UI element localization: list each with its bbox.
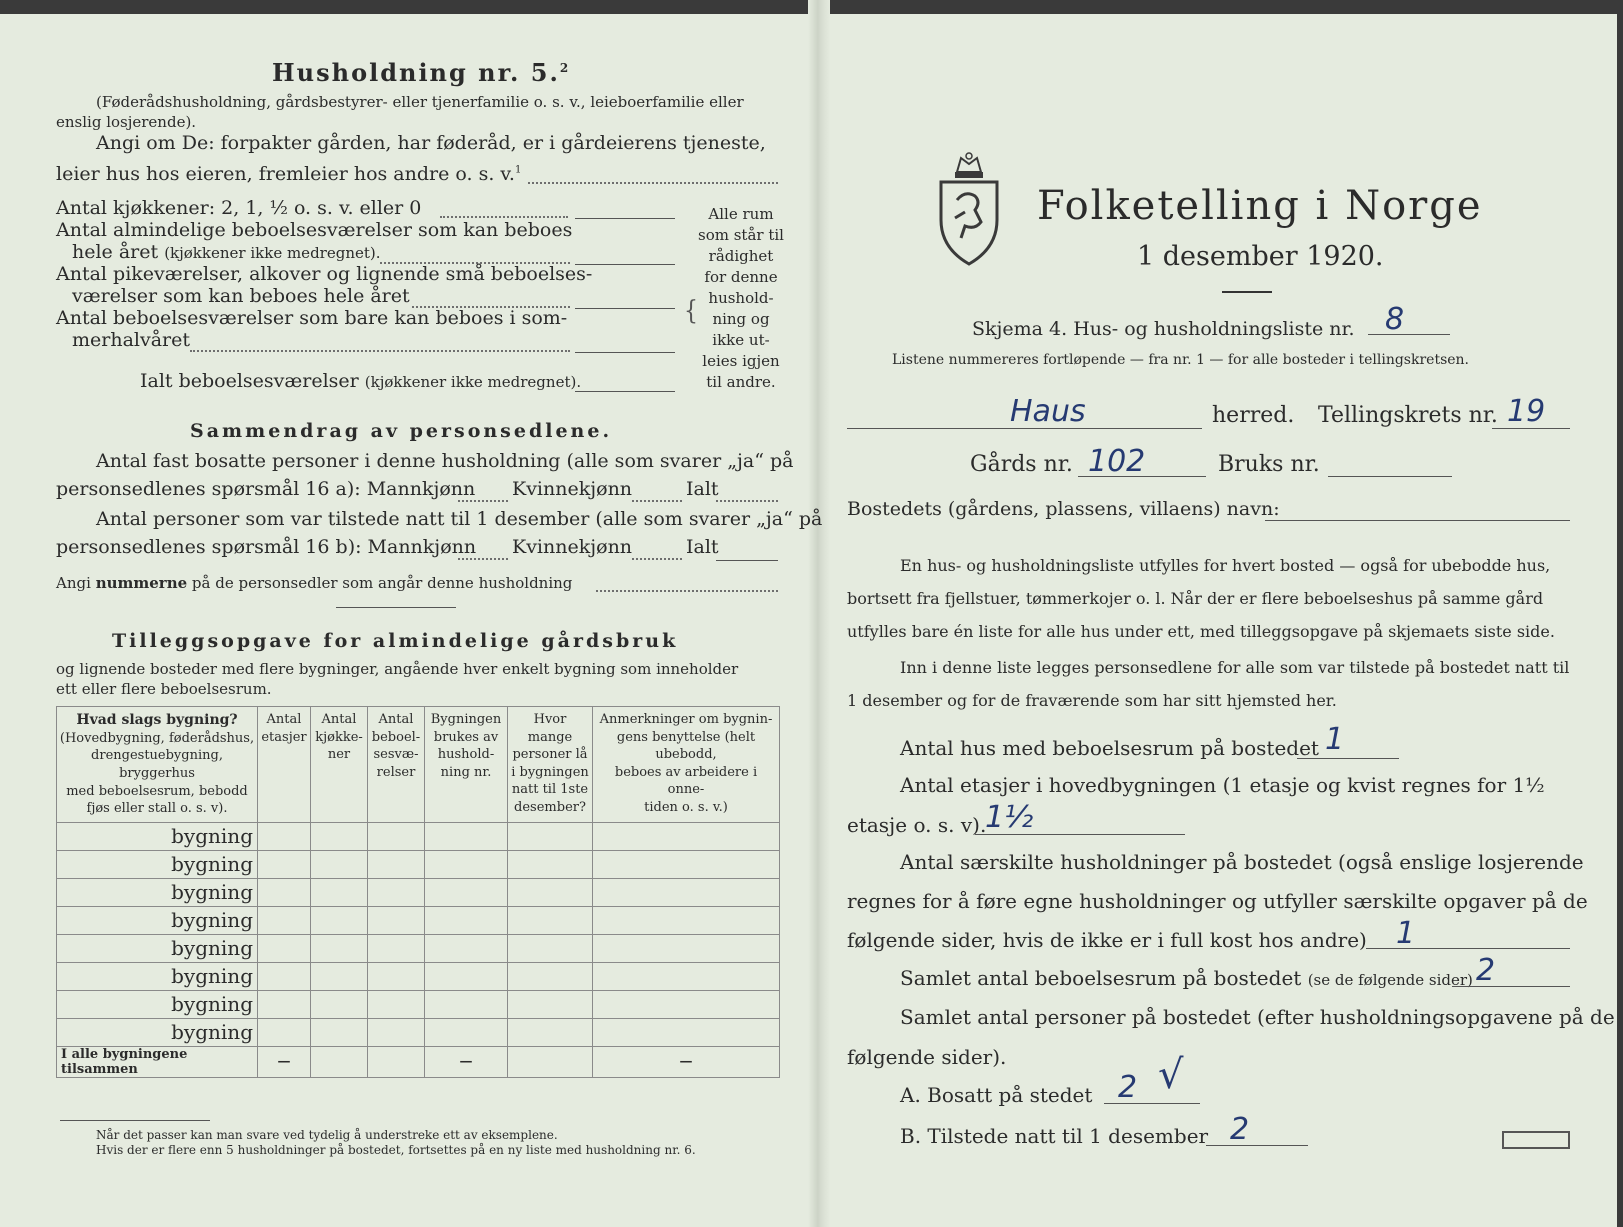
gards-line (1078, 476, 1206, 477)
bosatt-checkmark: √ (1158, 1052, 1184, 1098)
summary-total-b-label: Ialt (686, 536, 719, 558)
bosatt-label: A. Bosatt på stedet (900, 1083, 1093, 1107)
skjema-nr-line (1368, 334, 1450, 335)
rooms-summer-line (575, 352, 675, 353)
antal-hus-value[interactable]: 1 (1325, 722, 1345, 757)
total-household-dash: — (425, 1046, 508, 1077)
building-total-label: I alle bygningene tilsammen (57, 1046, 258, 1077)
building-row-label: bygning (57, 934, 258, 962)
building-row-label: bygning (57, 906, 258, 934)
summary-line-3: Antal personer som var tilstede natt til 1 desember (alle som svarer „ja“ på (96, 508, 823, 530)
listene-note: Listene nummereres fortløpende — fra nr. 1 — for alle bosteder i tellingskretsen. (892, 352, 1470, 368)
summary-women-b (632, 558, 682, 560)
husholdninger-line-3: følgende sider, hvis de ikke er i full kost hos andre) (847, 928, 1367, 952)
husholdninger-value[interactable]: 1 (1396, 916, 1416, 951)
building-row-label: bygning (57, 1018, 258, 1046)
samlet-personer-2: følgende sider). (847, 1045, 1007, 1069)
rooms-small-1: Antal pikeværelser, alkover og lignende små beboelses- (56, 263, 593, 285)
tellingskrets-value[interactable]: 19 (1507, 394, 1546, 429)
norway-coat-of-arms-icon (935, 150, 1003, 268)
instruction-1: En hus- og husholdningsliste utfylles for hvert bosted — også for ubebodde hus, (900, 556, 1551, 575)
household-title: Husholdning nr. 5.$^2$ (272, 58, 571, 87)
angi-line-2: leier hus hos eieren, fremleier hos andre o. s. v.$^1$ (56, 163, 522, 185)
page-fold (808, 0, 830, 1227)
rooms-total: Ialt beboelsesværelser (kjøkkener ikke medregnet). (140, 370, 582, 392)
angi-line-1: Angi om De: forpakter gården, har føderåd, er i gårdeierens tjeneste, (96, 132, 766, 154)
building-row (57, 990, 780, 1018)
rooms-brace: { (684, 296, 698, 326)
herred-label: herred. (1212, 403, 1295, 428)
scan-edge-right (1617, 0, 1623, 1227)
rooms-small-line (575, 308, 675, 309)
total-remarks-dash: — (593, 1046, 780, 1077)
etasjer-value[interactable]: 1½ (985, 800, 1034, 835)
title-rule (1222, 291, 1272, 293)
footnote-1: Når det passer kan man svare ved tydelig å understreke ett av eksemplene. (96, 1128, 558, 1142)
building-row (57, 822, 780, 850)
gards-label: Gårds nr. (970, 452, 1073, 477)
etasjer-line-1: Antal etasjer i hovedbygningen (1 etasje og kvist regnes for 1½ (900, 773, 1545, 797)
summary-women-a-label: Kvinnekjønn (512, 478, 633, 500)
bosted-line (1265, 520, 1570, 521)
summary-line-2: personsedlenes spørsmål 16 a): Mannkjønn (56, 478, 476, 500)
angi-nummerne-fill (596, 590, 778, 592)
husholdninger-fill-line (1366, 948, 1570, 949)
rooms-ordinary-1: Antal almindelige beboelsesværelser som kan beboes (56, 219, 573, 241)
samlet-rum-line (1452, 986, 1570, 987)
building-row-label: bygning (57, 850, 258, 878)
footnote-2: Hvis der er flere enn 5 husholdninger på bostedet, fortsettes på en ny liste med husholdning nr. 6. (96, 1143, 696, 1157)
etasjer-line-2: etasje o. s. v). (847, 813, 987, 837)
bruks-label: Bruks nr. (1218, 452, 1320, 477)
col-rooms: Antal beboel- sesvæ- relser (368, 707, 425, 823)
rooms-kitchens-line (575, 218, 675, 219)
census-date: 1 desember 1920. (1137, 241, 1384, 272)
tilstede-label: B. Tilstede natt til 1 desember (900, 1124, 1209, 1148)
husholdninger-line-2: regnes for å føre egne husholdninger og utfyller særskilte opgaver på de (847, 889, 1588, 913)
rooms-small-2: værelser som kan beboes hele året (72, 285, 410, 307)
bosted-label: Bostedets (gårdens, plassens, villaens) navn: (847, 498, 1280, 520)
tilstede-line (1206, 1145, 1308, 1146)
rooms-total-line (575, 391, 675, 392)
etasjer-fill-line (975, 834, 1185, 835)
instruction-2: bortsett fra fjellstuer, tømmerkojer o. l. Når der er flere beboelseshus på samme gård (847, 589, 1544, 608)
bosatt-value[interactable]: 2 (1118, 1070, 1138, 1105)
tillegg-sub-1: og lignende bosteder med flere bygninger, angående hver enkelt bygning som inneholder (56, 660, 739, 678)
angi-fill-line (528, 182, 778, 184)
summary-men-a (458, 500, 508, 502)
building-row-label: bygning (57, 822, 258, 850)
household-note-1: (Føderådshusholdning, gårdsbestyrer- eller tjenerfamilie o. s. v., leieboerfamilie eller (96, 93, 744, 111)
samlet-personer-1: Samlet antal personer på bostedet (efter husholdningsopgavene på de (900, 1005, 1615, 1029)
summary-line-4: personsedlenes spørsmål 16 b): Mannkjønn (56, 536, 477, 558)
rooms-summer-1: Antal beboelsesværelser som bare kan beboes i som- (56, 307, 568, 329)
bruks-line (1328, 476, 1452, 477)
summary-men-b (458, 558, 508, 560)
rooms-side-note: Alle rum som står til rådighet for denne hushold- ning og ikke ut- leies igjen til andre. (698, 205, 784, 391)
herred-line (847, 428, 1202, 429)
building-table (56, 706, 780, 1078)
herred-value[interactable]: Haus (1010, 394, 1086, 429)
husholdninger-line-1: Antal særskilte husholdninger på bostedet (også enslige losjerende (900, 850, 1584, 874)
rooms-summer-fill (190, 350, 570, 352)
total-floors-dash: — (258, 1046, 311, 1077)
antal-hus-line (1297, 758, 1399, 759)
tellingskrets-line (1492, 428, 1570, 429)
col-persons: Hvor mange personer lå i bygningen natt til 1ste desember? (508, 707, 593, 823)
building-row-label: bygning (57, 962, 258, 990)
printer-stamp (1502, 1131, 1570, 1149)
skjema-label: Skjema 4. Hus- og husholdningsliste nr. (972, 318, 1355, 340)
summary-women-b-label: Kvinnekjønn (512, 536, 633, 558)
building-table-header (57, 707, 780, 823)
col-floors: Antal etasjer (258, 707, 311, 823)
antal-hus-label: Antal hus med beboelsesrum på bostedet (900, 736, 1319, 760)
tillegg-title: Tilleggsopgave for almindelige gårdsbruk (112, 630, 679, 652)
summary-women-a (632, 500, 682, 502)
col-remarks: Anmerkninger om bygnin- gens benyttelse (helt ubebodd, beboes av arbeidere i onne- tiden o. s. v.) (593, 707, 780, 823)
samlet-rum: Samlet antal beboelsesrum på bostedet (se de følgende sider) (900, 966, 1473, 990)
samlet-rum-value[interactable]: 2 (1476, 953, 1496, 988)
summary-total-b (716, 560, 778, 561)
tillegg-sub-2: ett eller flere beboelsesrum. (56, 680, 272, 698)
building-row (57, 850, 780, 878)
building-row (57, 934, 780, 962)
rooms-summer-2: merhalvåret (72, 329, 191, 351)
building-row-label: bygning (57, 878, 258, 906)
bosatt-line (1104, 1103, 1200, 1104)
summary-total-a (716, 500, 778, 502)
angi-nummerne: Angi nummerne på de personsedler som angår denne husholdning (56, 574, 573, 592)
footnote-rule (60, 1120, 210, 1121)
divider-rule (336, 607, 456, 608)
building-row (57, 878, 780, 906)
instruction-3: utfylles bare én liste for alle hus under ett, med tilleggsopgave på skjemaets siste side. (847, 622, 1555, 641)
col-kitchens: Antal kjøkke- ner (311, 707, 368, 823)
census-title: Folketelling i Norge (1037, 183, 1483, 229)
tellingskrets-label: Tellingskrets nr. (1318, 403, 1498, 428)
building-total-row (57, 1046, 780, 1077)
col-household-nr: Bygningen brukes av hushold- ning nr. (425, 707, 508, 823)
household-note-2: enslig losjerende). (56, 113, 197, 131)
building-row (57, 906, 780, 934)
col-building-type: Hvad slags bygning? (Hovedbygning, føderådshus, drengestuebygning, bryggerhus med beboelsesrum, bebodd fjøs eller stall o. s. v). (57, 707, 258, 823)
building-row (57, 1018, 780, 1046)
summary-total-a-label: Ialt (686, 478, 719, 500)
rooms-ordinary-2: hele året (kjøkkener ikke medregnet). (72, 241, 381, 263)
building-row-label: bygning (57, 990, 258, 1018)
skjema-nr-value[interactable]: 8 (1385, 302, 1405, 337)
summary-title: Sammendrag av personsedlene. (190, 420, 613, 442)
building-row (57, 962, 780, 990)
gards-value[interactable]: 102 (1088, 444, 1146, 479)
summary-line-1: Antal fast bosatte personer i denne husholdning (alle som svarer „ja“ på (96, 450, 794, 472)
instruction-4: Inn i denne liste legges personsedlene for alle som var tilstede på bostedet natt til (900, 658, 1570, 677)
tilstede-value[interactable]: 2 (1230, 1112, 1250, 1147)
rooms-kitchens-fill (440, 216, 568, 218)
rooms-kitchens: Antal kjøkkener: 2, 1, ½ o. s. v. eller 0 (56, 197, 422, 219)
instruction-5: 1 desember og for de fraværende som har sitt hjemsted her. (847, 691, 1337, 710)
